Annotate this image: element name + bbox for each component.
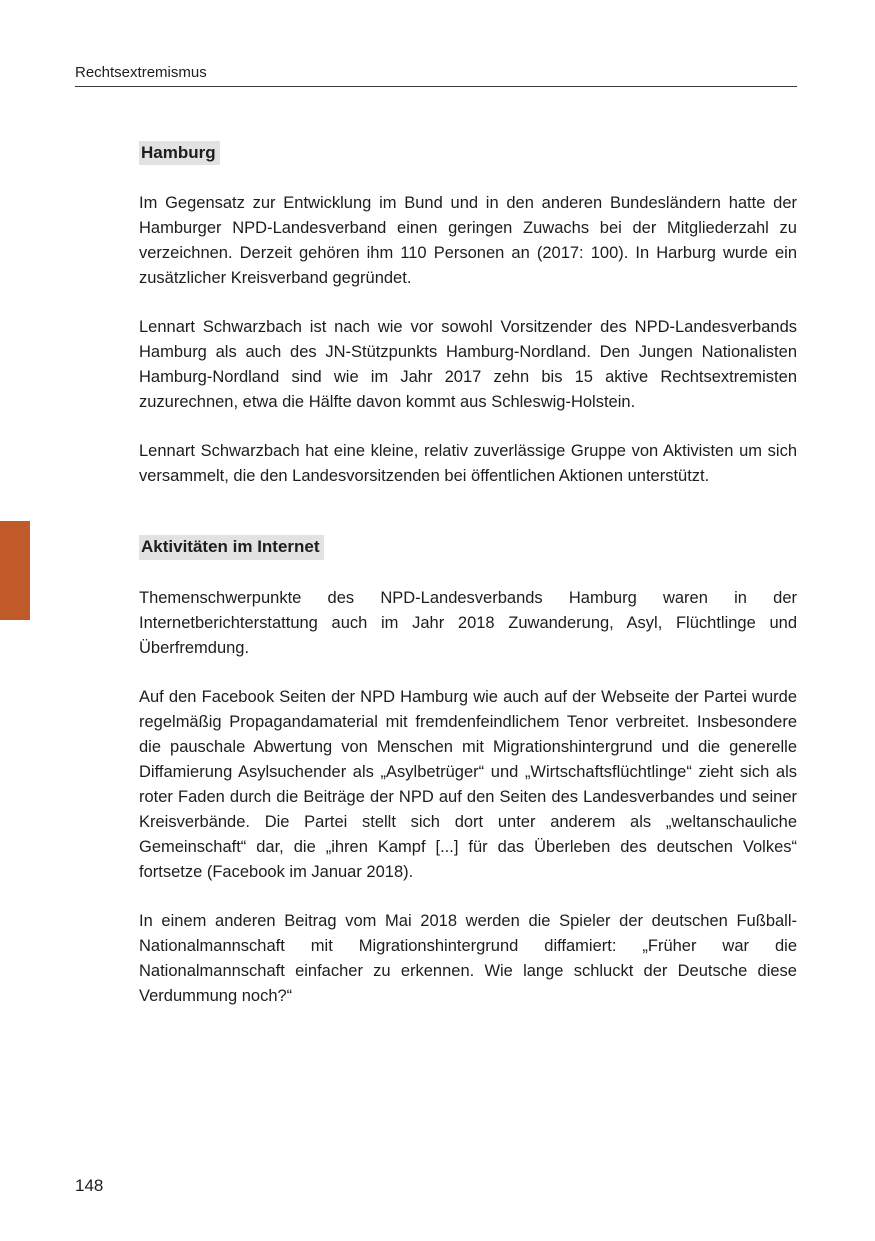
- paragraph: Lennart Schwarzbach hat eine kleine, relativ zuverlässige Gruppe von Aktivisten um sich versammelt, die den Landesvorsitzenden bei öffentlichen Aktionen unterstützt.: [139, 442, 797, 486]
- section-heading-hamburg: Hamburg: [139, 141, 220, 165]
- section-heading-internet-activities: Aktivitäten im Internet: [139, 535, 324, 559]
- header-rule: [75, 86, 797, 87]
- running-header: Rechtsextremismus: [75, 64, 207, 81]
- page-content: [139, 141, 797, 1009]
- paragraph: Themenschwerpunkte des NPD-Landesverbands Hamburg waren in der Internetberichterstattung auch im Jahr 2018 Zuwanderung, Asyl, Flüchtlinge und Überfremdung.: [139, 588, 797, 657]
- chapter-tab-marker: [0, 521, 30, 620]
- page-number: 148: [75, 1176, 104, 1195]
- paragraph: In einem anderen Beitrag vom Mai 2018 werden die Spieler der deutschen Fußball-Nationalmannschaft mit Migrationshintergrund diffamiert: „Früher war die Nationalmannschaft einfacher zu erkennen. Wie lange schluckt der Deutsche diese Verdummung noch?“: [139, 911, 797, 1005]
- paragraph: Im Gegensatz zur Entwicklung im Bund und in den anderen Bundesländern hatte der Hamburger NPD-Landesverband einen geringen Zuwachs bei der Mitgliederzahl zu verzeichnen. Derzeit gehören ihm 110 Personen an (2017: 100). In Harburg wurde ein zusätzlicher Kreisverband gegründet.: [139, 194, 797, 288]
- paragraph: Lennart Schwarzbach ist nach wie vor sowohl Vorsitzender des NPD-Landesverbands Hamburg als auch des JN-Stützpunkts Hamburg-Nordland. Den Jungen Nationalisten Hamburg-Nordland sind wie im Jahr 2017 zehn bis 15 aktive Rechtsextremisten zuzurechnen, etwa die Hälfte davon kommt aus Schleswig-Holstein.: [139, 318, 797, 412]
- paragraph: Auf den Facebook Seiten der NPD Hamburg wie auch auf der Webseite der Partei wurde regelmäßig Propagandamaterial mit fremdenfeindlichem Tenor verbreitet. Insbesondere die pauschale Abwertung von Menschen mit Migrationshintergrund und die generelle Diffamierung Asylsuchender als „Asylbetrüger“ und „Wirtschaftsflüchtlinge“ zieht sich als roter Faden durch die Beiträge der NPD auf den Seiten des Landesverbandes und seiner Kreisverbände. Die Partei stellt sich dort unter anderem als „weltanschauliche Gemeinschaft“ dar, die „ihren Kampf [...] für das Überleben des deutschen Volkes“ fortsetze (Facebook im Januar 2018).: [139, 687, 797, 881]
